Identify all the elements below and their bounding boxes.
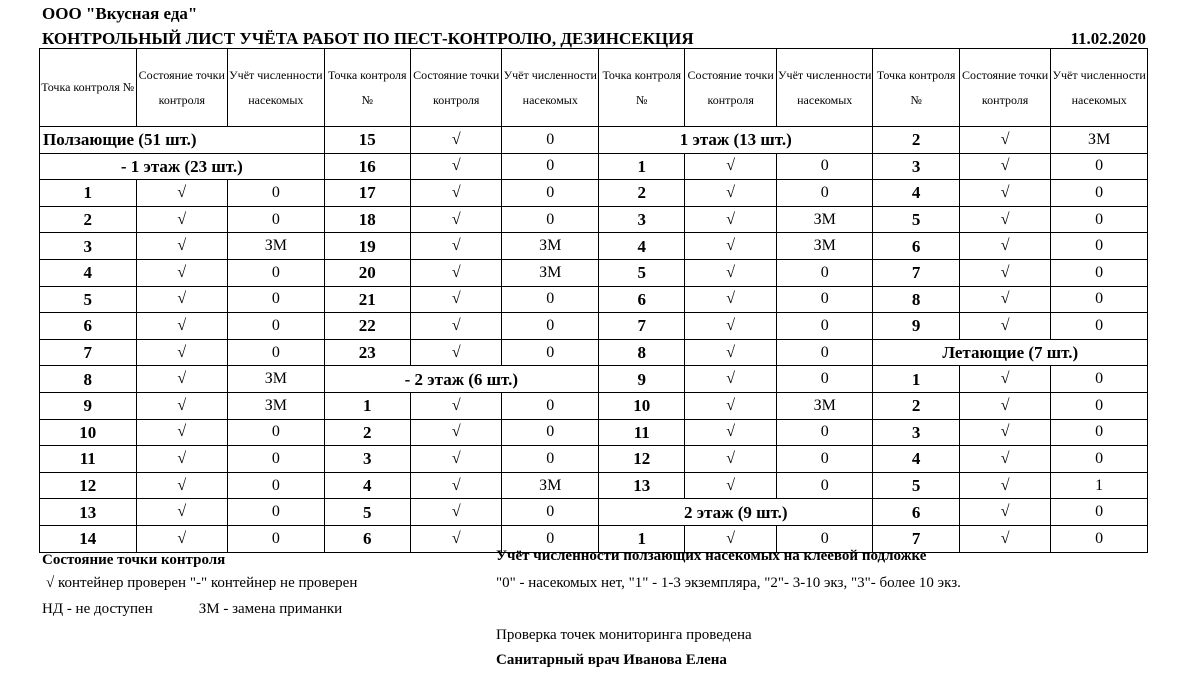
section-heading-cell: 2 этаж (9 шт.) (599, 499, 873, 526)
table-cell: √ (685, 180, 776, 207)
table-cell: ЗМ (228, 392, 325, 419)
table-cell: 0 (1051, 446, 1148, 473)
table-cell: 0 (1051, 259, 1148, 286)
table-cell: √ (411, 233, 502, 260)
table-cell: 0 (502, 525, 599, 552)
table-row (40, 472, 1148, 499)
table-cell: √ (136, 392, 227, 419)
table-cell: 4 (873, 180, 959, 207)
table-cell: 11 (40, 446, 137, 473)
table-cell: 0 (1051, 366, 1148, 393)
table-cell: 0 (502, 153, 599, 180)
table-row (40, 499, 1148, 526)
table-cell: 0 (776, 339, 873, 366)
table-cell: √ (959, 525, 1050, 552)
table-row (40, 446, 1148, 473)
table-cell: √ (959, 180, 1050, 207)
table-cell: √ (959, 366, 1050, 393)
table-cell: 8 (599, 339, 685, 366)
doctor-signature: Санитарный врач Иванова Елена (496, 652, 727, 668)
table-cell: 0 (776, 153, 873, 180)
table-cell: 13 (599, 472, 685, 499)
table-cell: 0 (228, 259, 325, 286)
table-cell: ЗМ (776, 392, 873, 419)
table-cell: 3 (873, 419, 959, 446)
table-row (40, 419, 1148, 446)
table-row (40, 313, 1148, 340)
document-date: 11.02.2020 (1070, 29, 1146, 48)
table-cell: 9 (40, 392, 137, 419)
table-cell: 0 (228, 313, 325, 340)
table-cell: 0 (1051, 499, 1148, 526)
section-heading-cell: - 1 этаж (23 шт.) (40, 153, 325, 180)
column-header: Учёт численности насекомых (1051, 49, 1148, 127)
table-cell: 0 (228, 206, 325, 233)
table-cell: 0 (1051, 392, 1148, 419)
table-cell: 7 (599, 313, 685, 340)
table-cell: 0 (228, 419, 325, 446)
legend-nd: НД - не доступен (42, 601, 153, 617)
table-cell: 3 (873, 153, 959, 180)
table-cell: 6 (599, 286, 685, 313)
table-cell: 4 (40, 259, 137, 286)
table-cell: √ (136, 206, 227, 233)
table-cell: 6 (40, 313, 137, 340)
table-cell: 0 (502, 180, 599, 207)
table-cell: √ (959, 286, 1050, 313)
table-cell: 18 (324, 206, 410, 233)
table-cell: 20 (324, 259, 410, 286)
table-cell: 5 (873, 206, 959, 233)
table-cell: 6 (324, 525, 410, 552)
table-row (40, 339, 1148, 366)
table-cell: 3 (599, 206, 685, 233)
table-cell: √ (411, 499, 502, 526)
table-cell: √ (959, 419, 1050, 446)
table-row (40, 392, 1148, 419)
column-header: Учёт численности насекомых (228, 49, 325, 127)
table-cell: √ (959, 472, 1050, 499)
table-cell: √ (959, 446, 1050, 473)
table-cell: 23 (324, 339, 410, 366)
document-title: КОНТРОЛЬНЫЙ ЛИСТ УЧЁТА РАБОТ ПО ПЕСТ-КОНТРОЛЮ, ДЕЗИНСЕКЦИЯ (42, 29, 694, 48)
section-heading-cell: Ползающие (51 шт.) (40, 127, 325, 154)
table-cell: 4 (324, 472, 410, 499)
table-cell: 22 (324, 313, 410, 340)
legend-zm: ЗМ - замена приманки (198, 601, 343, 617)
table-cell: 7 (873, 525, 959, 552)
table-cell: 5 (40, 286, 137, 313)
table-cell: 4 (873, 446, 959, 473)
table-cell: √ (136, 233, 227, 260)
table-cell: √ (685, 472, 776, 499)
table-body (40, 49, 1148, 553)
table-cell: 0 (228, 472, 325, 499)
table-cell: 0 (776, 419, 873, 446)
table-cell: √ (959, 259, 1050, 286)
table-cell: 8 (40, 366, 137, 393)
column-header: Точка контроля № (873, 49, 959, 127)
table-cell: 0 (502, 313, 599, 340)
table-cell: 10 (599, 392, 685, 419)
table-cell: 8 (873, 286, 959, 313)
table-cell: 2 (873, 392, 959, 419)
table-cell: √ (136, 499, 227, 526)
table-cell: 0 (1051, 313, 1148, 340)
table-cell: 0 (776, 366, 873, 393)
table-cell: ЗМ (502, 233, 599, 260)
table-cell: 0 (1051, 525, 1148, 552)
table-cell: √ (411, 446, 502, 473)
table-cell: 17 (324, 180, 410, 207)
table-cell: √ (685, 392, 776, 419)
table-cell: √ (411, 259, 502, 286)
table-cell: 0 (502, 339, 599, 366)
table-cell: 0 (1051, 180, 1148, 207)
count-legend-title: Учёт численности ползающих насекомых на клеевой подложке (496, 548, 927, 564)
table-cell: √ (411, 127, 502, 154)
table-cell: √ (685, 419, 776, 446)
company-name: ООО "Вкусная еда" (42, 4, 198, 23)
table-cell: 7 (873, 259, 959, 286)
table-cell: 0 (1051, 233, 1148, 260)
table-row (40, 233, 1148, 260)
table-cell: 1 (324, 392, 410, 419)
table-cell: 0 (776, 286, 873, 313)
table-cell: 0 (1051, 286, 1148, 313)
table-cell: √ (685, 313, 776, 340)
table-cell: √ (411, 313, 502, 340)
table-cell: √ (685, 286, 776, 313)
table-cell: √ (959, 153, 1050, 180)
table-cell: 0 (1051, 153, 1148, 180)
table-row (40, 153, 1148, 180)
table-cell: √ (411, 339, 502, 366)
column-header: Состояние точки контроля (136, 49, 227, 127)
table-row (40, 127, 1148, 154)
check-statement: Проверка точек мониторинга проведена (496, 627, 752, 643)
table-cell: 0 (502, 286, 599, 313)
table-cell: 2 (873, 127, 959, 154)
table-cell: 7 (40, 339, 137, 366)
table-cell: 14 (40, 525, 137, 552)
column-header: Состояние точки контроля (685, 49, 776, 127)
column-header: Точка контроля № (324, 49, 410, 127)
table-cell: 0 (228, 286, 325, 313)
table-cell: √ (685, 339, 776, 366)
table-cell: 5 (324, 499, 410, 526)
table-cell: √ (685, 366, 776, 393)
table-cell: 12 (599, 446, 685, 473)
table-cell: ЗМ (1051, 127, 1148, 154)
table-cell: √ (136, 525, 227, 552)
table-cell: √ (136, 446, 227, 473)
section-heading-cell: Летающие (7 шт.) (873, 339, 1148, 366)
column-header: Учёт численности насекомых (776, 49, 873, 127)
table-cell: √ (136, 472, 227, 499)
table-cell: √ (136, 419, 227, 446)
table-cell: √ (136, 313, 227, 340)
table-cell: 0 (776, 313, 873, 340)
table-cell: 0 (228, 525, 325, 552)
table-cell: 1 (40, 180, 137, 207)
table-cell: √ (959, 499, 1050, 526)
pest-control-table (39, 48, 1148, 553)
table-cell: 2 (40, 206, 137, 233)
table-cell: √ (136, 339, 227, 366)
table-cell: ЗМ (776, 233, 873, 260)
table-cell: 5 (873, 472, 959, 499)
table-cell: √ (411, 153, 502, 180)
table-cell: 1 (599, 153, 685, 180)
table-cell: 15 (324, 127, 410, 154)
table-cell: √ (411, 472, 502, 499)
table-cell: √ (136, 366, 227, 393)
table-cell: √ (411, 286, 502, 313)
section-heading-cell: 1 этаж (13 шт.) (599, 127, 873, 154)
table-row (40, 286, 1148, 313)
table-cell: √ (959, 206, 1050, 233)
table-cell: ЗМ (228, 233, 325, 260)
table-cell: √ (411, 180, 502, 207)
table-cell: 0 (228, 339, 325, 366)
table-cell: 0 (776, 472, 873, 499)
section-heading-cell: - 2 этаж (6 шт.) (324, 366, 598, 393)
table-cell: √ (959, 127, 1050, 154)
table-cell: √ (411, 525, 502, 552)
table-cell: 13 (40, 499, 137, 526)
table-cell: √ (685, 525, 776, 552)
table-cell: 16 (324, 153, 410, 180)
table-cell: 4 (599, 233, 685, 260)
column-header: Состояние точки контроля (959, 49, 1050, 127)
table-cell: 0 (776, 525, 873, 552)
table-cell: 5 (599, 259, 685, 286)
table-cell: 9 (873, 313, 959, 340)
table-cell: 1 (873, 366, 959, 393)
column-header: Учёт численности насекомых (502, 49, 599, 127)
table-cell: √ (685, 446, 776, 473)
table-cell: ЗМ (502, 259, 599, 286)
table-cell: 21 (324, 286, 410, 313)
table-row (40, 259, 1148, 286)
table-cell: 1 (1051, 472, 1148, 499)
table-cell: 0 (228, 180, 325, 207)
table-header-row (40, 49, 1148, 127)
table-cell: 0 (1051, 419, 1148, 446)
table-row (40, 366, 1148, 393)
table-cell: 0 (502, 206, 599, 233)
table-cell: √ (685, 206, 776, 233)
table-cell: √ (685, 233, 776, 260)
column-header: Точка контроля № (599, 49, 685, 127)
table-row (40, 180, 1148, 207)
table-cell: 11 (599, 419, 685, 446)
table-cell: 3 (40, 233, 137, 260)
table-cell: 0 (502, 446, 599, 473)
table-cell: √ (411, 419, 502, 446)
table-cell: 0 (228, 499, 325, 526)
table-cell: 0 (502, 499, 599, 526)
column-header: Состояние точки контроля (411, 49, 502, 127)
table-cell: 2 (324, 419, 410, 446)
table-cell: √ (136, 180, 227, 207)
table-cell: 12 (40, 472, 137, 499)
table-cell: 6 (873, 233, 959, 260)
legend-codes-line (42, 601, 342, 618)
table-cell: 3 (324, 446, 410, 473)
table-cell: 9 (599, 366, 685, 393)
table-cell: 1 (599, 525, 685, 552)
table-cell: 6 (873, 499, 959, 526)
table-cell: √ (685, 259, 776, 286)
count-legend-text: "0" - насекомых нет, "1" - 1-3 экземпляра, "2"- 3-10 экз, "3"- более 10 экз. (496, 575, 961, 591)
legend-title: Состояние точки контроля (42, 552, 226, 568)
table-cell: ЗМ (502, 472, 599, 499)
table-cell: 0 (228, 446, 325, 473)
table-cell: ЗМ (228, 366, 325, 393)
table-cell: 0 (1051, 206, 1148, 233)
table-cell: 10 (40, 419, 137, 446)
table-cell: 0 (502, 127, 599, 154)
table-cell: √ (685, 153, 776, 180)
table-cell: 0 (502, 419, 599, 446)
table-cell: √ (411, 392, 502, 419)
table-cell: 2 (599, 180, 685, 207)
table-cell: √ (411, 206, 502, 233)
table-cell: ЗМ (776, 206, 873, 233)
legend-check-line: √ контейнер проверен "-" контейнер не проверен (46, 575, 358, 591)
table-cell: 0 (776, 180, 873, 207)
table-cell: √ (959, 392, 1050, 419)
table-cell: 0 (502, 392, 599, 419)
column-header: Точка контроля № (40, 49, 137, 127)
table-row (40, 206, 1148, 233)
table-cell: √ (136, 286, 227, 313)
table-cell: 0 (776, 446, 873, 473)
table-cell: √ (959, 233, 1050, 260)
table-cell: 19 (324, 233, 410, 260)
table-cell: 0 (776, 259, 873, 286)
table-cell: √ (959, 313, 1050, 340)
table-cell: √ (136, 259, 227, 286)
